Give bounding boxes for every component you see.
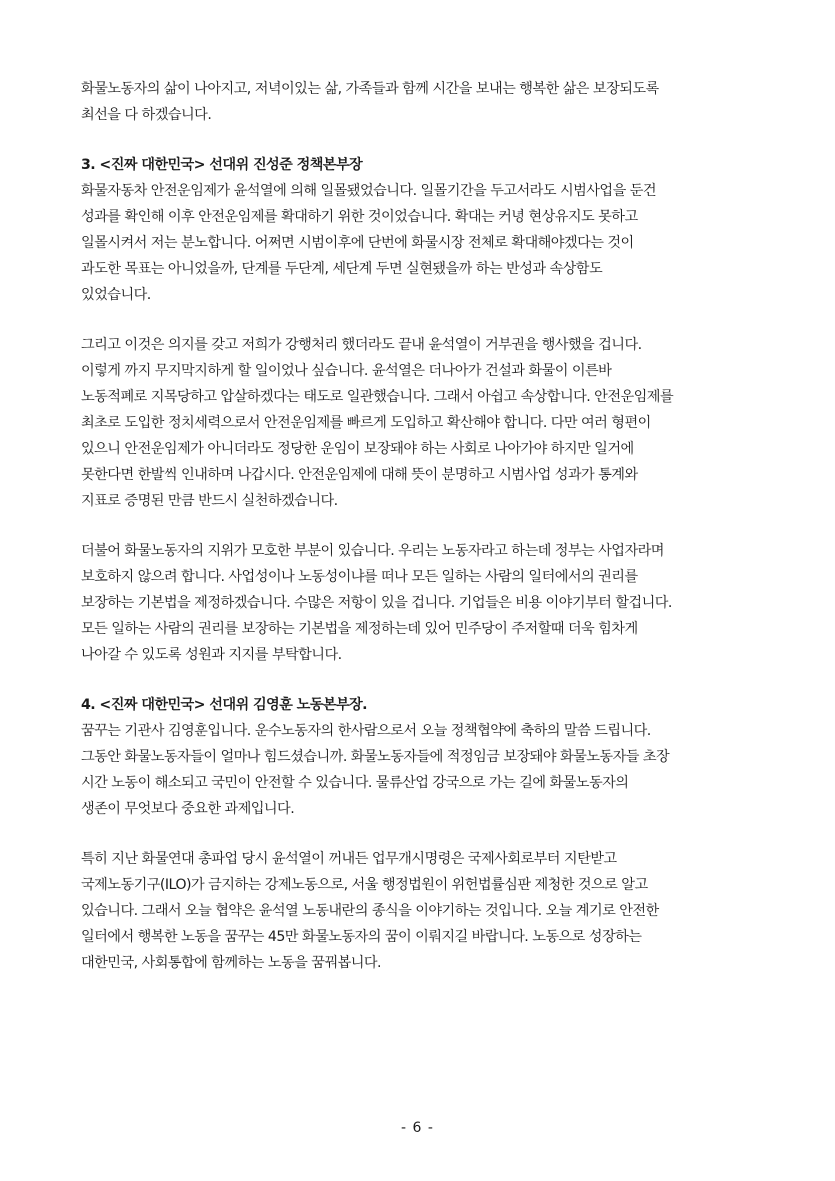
text-line: 국제노동기구(ILO)가 금지하는 강제노동으로, 서울 행정법원이 위헌법률심판 제청한 것으로 알고	[81, 877, 648, 893]
text-line: 과도한 목표는 아니었을까, 단계를 두단계, 세단계 두면 실현됐을까 하는 반성과 속상함도	[81, 261, 603, 277]
section-heading-4: 4. <진짜 대한민국> 선대위 김영훈 노동본부장.	[81, 697, 367, 713]
text-line: 화물노동자의 삶이 나아지고, 저녁이있는 삶, 가족들과 함께 시간을 보내는 행복한 삶은 보장되도록	[81, 81, 659, 97]
section-heading-3: 3. <진짜 대한민국> 선대위 진성준 정책본부장	[81, 157, 363, 173]
text-line: 노동적폐로 지목당하고 압살하겠다는 태도로 일관했습니다. 그래서 아쉽고 속상합니다. 안전운임제를	[81, 389, 674, 405]
paragraph-labor-1	[81, 718, 771, 822]
text-line: 최선을 다 하겠습니다.	[81, 107, 212, 123]
text-line: 있었습니다.	[81, 287, 151, 303]
text-line: 성과를 확인해 이후 안전운임제를 확대하기 위한 것이었습니다. 확대는 커녕 현상유지도 못하고	[81, 209, 638, 225]
text-line: 시간 노동이 해소되고 국민이 안전할 수 있습니다. 물류산업 강국으로 가는 길에 화물노동자의	[81, 775, 629, 791]
text-line: 최초로 도입한 정치세력으로서 안전운임제를 빠르게 도입하고 확산해야 합니다. 다만 여러 형편이	[81, 415, 651, 431]
paragraph-labor-2	[81, 846, 771, 976]
text-line: 이렇게 까지 무지막지하게 할 일이었나 싶습니다. 윤석열은 더나아가 건설과 화물이 이른바	[81, 363, 612, 379]
page-number: - 6 -	[401, 1120, 434, 1136]
document-body	[81, 76, 771, 976]
text-line: 그동안 화물노동자들이 얼마나 힘드셨습니까. 화물노동자들에 적정임금 보장돼야 화물노동자들 초장	[81, 749, 670, 765]
text-line: 일몰시켜서 저는 분노합니다. 어쩌면 시범이후에 단번에 화물시장 전체로 확대해야겠다는 것이	[81, 235, 634, 251]
text-line: 일터에서 행복한 노동을 꿈꾸는 45만 화물노동자의 꿈이 이뤄지길 바랍니다. 노동으로 성장하는	[81, 929, 642, 945]
text-line: 나아갈 수 있도록 성원과 지지를 부탁합니다.	[81, 647, 342, 663]
paragraph-policy-1	[81, 178, 771, 308]
text-line: 화물자동차 안전운임제가 윤석열에 의해 일몰됐었습니다. 일몰기간을 두고서라도 시범사업을 둔건	[81, 183, 657, 199]
text-line: 더불어 화물노동자의 지위가 모호한 부분이 있습니다. 우리는 노동자라고 하는데 정부는 사업자라며	[81, 543, 664, 559]
text-line: 모든 일하는 사람의 권리를 보장하는 기본법을 제정하는데 있어 민주당이 주저할때 더욱 힘차게	[81, 621, 638, 637]
text-line: 대한민국, 사회통합에 함께하는 노동을 꿈꿔봅니다.	[81, 955, 382, 971]
text-line: 있습니다. 그래서 오늘 협약은 윤석열 노동내란의 종식을 이야기하는 것입니다. 오늘 계기로 안전한	[81, 903, 659, 919]
text-line: 있으니 안전운임제가 아니더라도 정당한 운임이 보장돼야 하는 사회로 나아가야 하지만 일거에	[81, 441, 634, 457]
paragraph-closing	[81, 76, 771, 128]
text-line: 그리고 이것은 의지를 갖고 저희가 강행처리 했더라도 끝내 윤석열이 거부권을 행사했을 겁니다.	[81, 337, 642, 353]
text-line: 못한다면 한발씩 인내하며 나갑시다. 안전운임제에 대해 뜻이 분명하고 시범사업 성과가 통계와	[81, 467, 638, 483]
text-line: 보호하지 않으려 합니다. 사업성이나 노동성이냐를 떠나 모든 일하는 사람의 일터에서의 권리를	[81, 569, 638, 585]
text-line: 꿈꾸는 기관사 김영훈입니다. 운수노동자의 한사람으로서 오늘 정책협약에 축하의 말씀 드립니다.	[81, 723, 651, 739]
text-line: 보장하는 기본법을 제정하겠습니다. 수많은 저항이 있을 겁니다. 기업들은 비용 이야기부터 할겁니다.	[81, 595, 672, 611]
text-line: 생존이 무엇보다 중요한 과제입니다.	[81, 801, 295, 817]
text-line: 지표로 증명된 만큼 반드시 실천하겠습니다.	[81, 493, 338, 509]
text-line: 특히 지난 화물연대 총파업 당시 윤석열이 꺼내든 업무개시명령은 국제사회로부터 지탄받고	[81, 851, 617, 867]
paragraph-policy-2	[81, 332, 771, 514]
paragraph-policy-3	[81, 538, 771, 668]
